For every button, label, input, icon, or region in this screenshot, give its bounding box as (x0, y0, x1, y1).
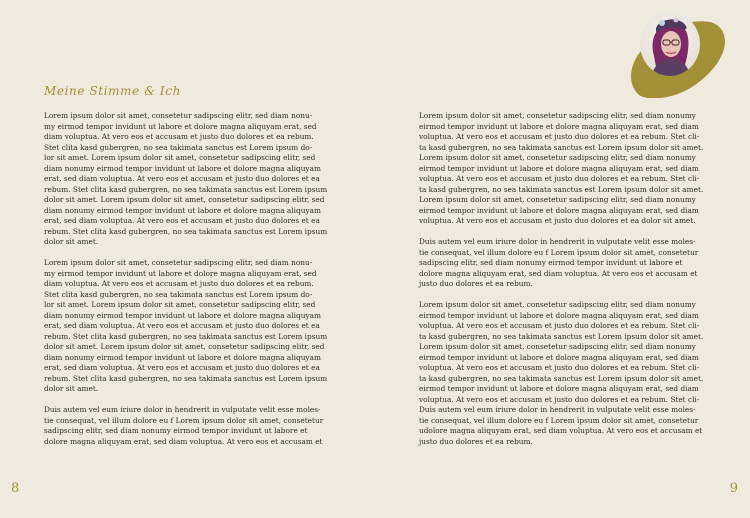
paragraph: Lorem ipsum dolor sit amet, consetetur sadipscing elitr, sed diam nonu- my eirmod tempor invidunt ut labore et dolore magna aliquyam erat, sed diam voluptua. At vero eos et accusam et justo duo dolores et ea rebum. Stet clita kasd gubergren, no sea takimata sanctus est Lorem ipsum do- lor sit amet. Lorem ipsum dolor sit amet, consetetur sadipscing elitr, sed diam nonumy eirmod tempor invidunt ut labore et dolore magna aliquyam erat, sed diam voluptua. At vero eos et accusam et justo duo dolores et ea rebum. Stet clita kasd gubergren, no sea takimata sanctus est Lorem ipsum dolor sit amet. Lorem ipsum dolor sit amet, consetetur sadipscing elitr, sed diam nonumy eirmod tempor invidunt ut labore et dolore magna aliquyam erat, sed diam voluptua. At vero eos et accusam et justo duo dolores et ea rebum. Stet clita kasd gubergren, no sea takimata sanctus est Lorem ipsum dolor sit amet. (44, 111, 328, 246)
right-text-column (419, 111, 706, 458)
left-text-column (44, 111, 331, 458)
paragraph: Duis autem vel eum iriure dolor in hendrerit in vulputate velit esse moles- tie consequat, vel illum dolore eu f Lorem ipsum dolor sit amet, consetetur sadipscing elitr, sed diam nonumy eirmod tempor invidunt ut labore et dolore magna aliquyam erat, sed diam voluptua. At vero eos et accusam et (44, 405, 324, 446)
paragraph: Lorem ipsum dolor sit amet, consetetur sadipscing elitr, sed diam nonumy eirmod tempor invidunt ut labore et dolore magna aliquyam erat, sed diam voluptua. At vero eos et accusam et justo duo dolores et ea rebum. Stet cli- ta kasd gubergren, no sea takimata sanctus est Lorem ipsum dolor sit amet. Lorem ipsum dolor sit amet, consetetur sadipscing elitr, sed diam nonumy eirmod tempor invidunt ut labore et dolore magna aliquyam erat, sed diam voluptua. At vero eos et accusam et justo duo dolores et ea rebum. Stet cli- ta kasd gubergren, no sea takimata sanctus est Lorem ipsum dolor sit amet. Lorem ipsum dolor sit amet, consetetur sadipscing elitr, sed diam nonumy eirmod tempor invidunt ut labore et dolore magna aliquyam erat, sed diam voluptua. At vero eos et accusam et justo duo dolores et ea dolor sit amet. (419, 111, 704, 225)
paragraph: Lorem ipsum dolor sit amet, consetetur sadipscing elitr, sed diam nonumy eirmod tempor invidunt ut labore et dolore magna aliquyam erat, sed diam voluptua. At vero eos et accusam et justo duo dolores et ea rebum. Stet cli- ta kasd gubergren, no sea takimata sanctus est Lorem ipsum dolor sit amet. Lorem ipsum dolor sit amet, consetetur sadipscing elitr, sed diam nonumy eirmod tempor invidunt ut labore et dolore magna aliquyam erat, sed diam voluptua. At vero eos et accusam et justo duo dolores et ea rebum. Stet cli- ta kasd gubergren, no sea takimata sanctus est Lorem ipsum dolor sit amet. eirmod tempor invidunt ut labore et dolore magna aliquyam erat, sed diam voluptua. At vero eos et accusam et justo duo dolores et ea rebum. Stet cli- Duis autem vel eum iriure dolor in hendrerit in vulputate velit esse moles- tie consequat, vel illum dolore eu f Lorem ipsum dolor sit amet, consetetur udolore magna aliquyam erat, sed diam voluptua. At vero eos et accusam et justo duo dolores et ea rebum. (419, 300, 704, 446)
page-number-right: 9 (729, 481, 738, 496)
paragraph: Lorem ipsum dolor sit amet, consetetur sadipscing elitr, sed diam nonu- my eirmod tempor invidunt ut labore et dolore magna aliquyam erat, sed diam voluptua. At vero eos et accusam et justo duo dolores et ea rebum. Stet clita kasd gubergren, no sea takimata sanctus est Lorem ipsum do- lor sit amet. Lorem ipsum dolor sit amet, consetetur sadipscing elitr, sed diam nonumy eirmod tempor invidunt ut labore et dolore magna aliquyam erat, sed diam voluptua. At vero eos et accusam et justo duo dolores et ea rebum. Stet clita kasd gubergren, no sea takimata sanctus est Lorem ipsum dolor sit amet. Lorem ipsum dolor sit amet, consetetur sadipscing elitr, sed diam nonumy eirmod tempor invidunt ut labore et dolore magna aliquyam erat, sed diam voluptua. At vero eos et accusam et justo duo dolores et ea rebum. Stet clita kasd gubergren, no sea takimata sanctus est Lorem ipsum dolor sit amet. (44, 258, 328, 393)
paragraph: Duis autem vel eum iriure dolor in hendrerit in vulputate velit esse moles- tie consequat, vel illum dolore eu f Lorem ipsum dolor sit amet, consetetur sadipscing elitr, sed diam nonumy eirmod tempor invidunt ut labore et dolore magna aliquyam erat, sed diam voluptua. At vero eos et accusam et justo duo dolores et ea rebum. (419, 237, 699, 288)
page-number-left: 8 (11, 481, 20, 496)
section-title: Meine Stimme & Ich (44, 84, 181, 98)
portrait-photo (640, 12, 700, 76)
